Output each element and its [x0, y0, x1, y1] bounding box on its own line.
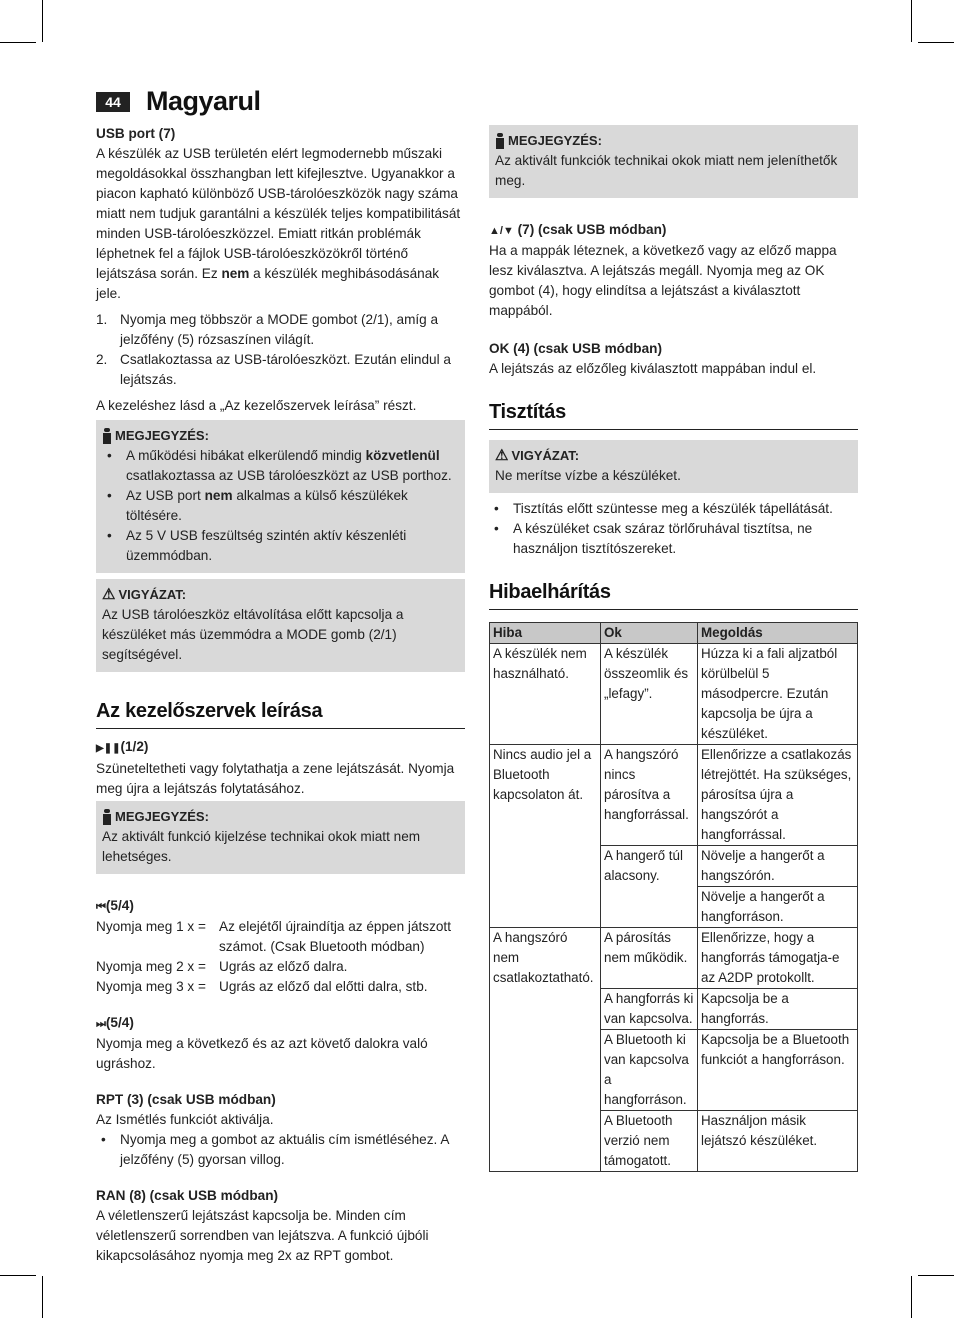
- ok-heading: OK (4) (csak USB módban): [489, 341, 662, 356]
- warning-icon: ⚠: [495, 447, 509, 464]
- cell-problem: Nincs audio jel a Bluetooth kapcsolaton át.: [490, 745, 601, 928]
- note-bullet: • Az 5 V USB feszültség szintén aktív készenléti üzemmódban.: [102, 526, 459, 566]
- folder-text: Ha a mappák léteznek, a következő vagy az előző mappa lesz kiválasztva. A lejátszás megáll. Nyomja meg az OK gombot (4), hogy elindítsa a lejátszást a kiválasztott mappából.: [489, 243, 837, 318]
- step-text: Nyomja meg többször a MODE gombot (2/1), amíg a jelzőfény (5) rózsaszínen világít.: [120, 312, 439, 347]
- step-text: Csatlakoztassa az USB-tárolóeszközt. Ezután elindul a lejátszás.: [120, 352, 451, 387]
- value: Ugrás az előző dal előtti dalra, stb.: [219, 979, 428, 994]
- cell-cause: A Bluetooth verzió nem támogatott.: [601, 1111, 698, 1172]
- troubleshooting-table: [489, 622, 858, 1172]
- cleaning-bullet: • A készüléket csak száraz törlőruhával tisztítsa, ne használjon tisztítószereket.: [489, 519, 858, 559]
- text: alkalmas a külső készülékek töltésére.: [126, 488, 408, 523]
- usb-text: A készülék az USB területén elért legmodernebb műszaki megoldásokkal összhangban lett kifejlesztve. Ugyanakkor a piacon kapható különböző USB-tárolóeszközök nagy száma miatt nem tudjuk garantálni a készülék teljes kompatibilitását minden USB-tárolóeszközzel. Emiatt ritkán problémák léphetnek fel a fájlok USB-tárolóeszközökről történő lejátszása során. Ez: [96, 146, 461, 281]
- warning-header: [495, 446, 852, 466]
- up-down-icon: ▲/▼: [489, 225, 514, 237]
- note-box: [489, 125, 858, 198]
- note-box: [96, 801, 465, 874]
- ran-text: A véletlenszerű lejátszást kapcsolja be. Minden cím véletlenszerű sorrendben van lejátszva. A funkció újbóli kikapcsolásához nyomja meg 2x az RPT gombot.: [96, 1208, 429, 1263]
- prev-row: [96, 977, 465, 997]
- note-title: MEGJEGYZÉS:: [115, 428, 209, 443]
- crop-mark: [42, 1276, 43, 1318]
- note-bullet: [102, 486, 459, 526]
- note-header: [102, 426, 459, 446]
- note-title: MEGJEGYZÉS:: [508, 133, 602, 148]
- page-number: 44: [96, 92, 130, 112]
- key: Nyomja meg 3 x =: [96, 979, 206, 994]
- skip-back-icon: ⏮: [96, 901, 106, 913]
- rpt-heading: RPT (3) (csak USB módban): [96, 1092, 276, 1107]
- table-row: [490, 644, 858, 745]
- cell-solution: Ellenőrizze, hogy a hangforrás támogatja-e az A2DP protokollt.: [698, 928, 858, 989]
- right-column: [489, 125, 858, 1172]
- usb-bold: nem: [221, 266, 250, 281]
- warning-text: Az USB tárolóeszköz eltávolítása előtt kapcsolja a készüléket más üzemmódra a MODE gomb (2/1) segítségével.: [102, 607, 404, 662]
- note-header: [495, 131, 852, 151]
- prev-heading: [96, 896, 465, 917]
- usb-text-end: a készülék meghibásodásának jele.: [96, 266, 440, 301]
- label: (1/2): [120, 739, 149, 754]
- key: Nyomja meg 2 x =: [96, 959, 206, 974]
- step-item: [96, 310, 465, 350]
- troubleshooting-heading: Hibaelhárítás: [489, 579, 858, 610]
- crop-mark: [918, 42, 954, 43]
- crop-mark: [911, 0, 912, 42]
- ran-heading: RAN (8) (csak USB módban): [96, 1188, 279, 1203]
- cell-solution: Növelje a hangerőt a hangszórón.: [698, 846, 858, 887]
- cleaning-bullet: • Tisztítás előtt szüntesse meg a készülék tápellátását.: [489, 499, 858, 519]
- text: A működési hibákat elkerülendő mindig: [126, 448, 362, 463]
- prev-row: [96, 917, 465, 957]
- column-header: Hiba: [490, 623, 601, 644]
- rpt-bullet: • Nyomja meg a gombot az aktuális cím ismétléséhez. A jelzőfény (5) gyorsan villog.: [96, 1130, 465, 1170]
- step-num: 2.: [96, 352, 108, 367]
- bold-text: közvetlenül: [365, 448, 440, 463]
- warning-title: VIGYÁZAT:: [511, 448, 580, 463]
- note-bullets: [102, 446, 459, 566]
- cell-problem: A hangszóró nem csatlakoztatható.: [490, 928, 601, 1172]
- cell-solution: Kapcsolja be a hangforrás.: [698, 989, 858, 1030]
- cell-solution: Kapcsolja be a Bluetooth funkciót a hangforráson.: [698, 1030, 858, 1111]
- value: Ugrás az előző dalra.: [219, 959, 348, 974]
- key: Nyomja meg 1 x =: [96, 919, 206, 934]
- value: Az elejétől újraindítja az éppen játszott számot. (Csak Bluetooth módban): [219, 919, 451, 954]
- crop-mark: [42, 0, 43, 42]
- cell-cause: A készülék összeomlik és „lefagy”.: [601, 644, 698, 745]
- usb-steps: [96, 310, 465, 390]
- folder-heading: [489, 220, 858, 241]
- info-icon: [102, 809, 112, 825]
- step-item: [96, 350, 465, 390]
- note-header: [102, 807, 459, 827]
- cell-cause: A hangerő túl alacsony.: [601, 846, 698, 928]
- play-pause-icon: ▶❚❚: [96, 743, 121, 754]
- page-title: Magyarul: [146, 86, 261, 116]
- cleaning-heading: Tisztítás: [489, 399, 858, 430]
- warning-title: VIGYÁZAT:: [118, 587, 187, 602]
- usb-heading: USB port (7): [96, 126, 176, 141]
- cell-cause: A Bluetooth ki van kapcsolva a hangforráson.: [601, 1030, 698, 1111]
- column-header: Ok: [601, 623, 698, 644]
- note-text: Az aktivált funkció kijelzése technikai okok miatt nem lehetséges.: [102, 829, 421, 864]
- cell-cause: A hangszóró nincs párosítva a hangforrással.: [601, 745, 698, 846]
- cell-solution: Használjon másik lejátszó készüléket.: [698, 1111, 858, 1172]
- table-row: [490, 745, 858, 846]
- warning-box: [489, 440, 858, 493]
- skip-forward-icon: ⏭: [96, 1018, 106, 1030]
- text: csatlakoztassa az USB tárolóeszközt az USB porthoz.: [126, 468, 452, 483]
- usb-paragraph: [96, 144, 465, 304]
- cell-cause: A párosítás nem működik.: [601, 928, 698, 989]
- note-title: MEGJEGYZÉS:: [115, 809, 209, 824]
- text: Az USB port: [126, 488, 201, 503]
- column-header: Megoldás: [698, 623, 858, 644]
- left-column: [96, 124, 465, 1266]
- rpt-bullets: [96, 1130, 465, 1170]
- next-text: Nyomja meg a következő és az azt követő dalokra való ugráshoz.: [96, 1036, 428, 1071]
- play-pause-heading: [96, 737, 465, 759]
- note-bullet: [102, 446, 459, 486]
- warning-header: [102, 585, 459, 605]
- cell-cause: A hangforrás ki van kapcsolva.: [601, 989, 698, 1030]
- warning-icon: ⚠: [102, 586, 116, 603]
- warning-box: [96, 579, 465, 672]
- note-text: Az aktivált funkciók technikai okok miatt nem jeleníthetők meg.: [495, 153, 838, 188]
- label: (5/4): [105, 898, 134, 913]
- label: (7) (csak USB módban): [517, 222, 667, 237]
- crop-mark: [0, 1275, 36, 1276]
- info-icon: [102, 428, 112, 444]
- reference-text: A kezeléshez lásd a „Az kezelőszervek leírása” részt.: [96, 398, 417, 413]
- bold-text: nem: [204, 488, 233, 503]
- note-box: [96, 420, 465, 573]
- prev-row: [96, 957, 465, 977]
- step-num: 1.: [96, 312, 108, 327]
- crop-mark: [911, 1276, 912, 1318]
- cell-problem: A készülék nem használható.: [490, 644, 601, 745]
- play-pause-text: Szüneteltetheti vagy folytathatja a zene lejátszását. Nyomja meg újra a lejátszás folytatásához.: [96, 761, 455, 796]
- warning-text: Ne merítse vízbe a készüléket.: [495, 468, 681, 483]
- cell-solution: Húzza ki a fali aljzatból körülbelül 5 másodpercre. Ezután kapcsolja be újra a készüléket.: [698, 644, 858, 745]
- cell-solution: Növelje a hangerőt a hangforráson.: [698, 887, 858, 928]
- crop-mark: [918, 1275, 954, 1276]
- next-heading: [96, 1013, 465, 1034]
- crop-mark: [0, 42, 36, 43]
- label: (5/4): [105, 1015, 134, 1030]
- table-row: [490, 928, 858, 989]
- controls-heading: Az kezelőszervek leírása: [96, 698, 465, 729]
- ok-text: A lejátszás az előzőleg kiválasztott mappában indul el.: [489, 361, 817, 376]
- rpt-text: Az Ismétlés funkciót aktiválja.: [96, 1112, 274, 1127]
- table-header-row: [490, 623, 858, 644]
- cleaning-bullets: [489, 499, 858, 559]
- cell-solution: Ellenőrizze a csatlakozás létrejöttét. Ha szükséges, párosítsa újra a hangszórót a hangforrással.: [698, 745, 858, 846]
- info-icon: [495, 133, 505, 149]
